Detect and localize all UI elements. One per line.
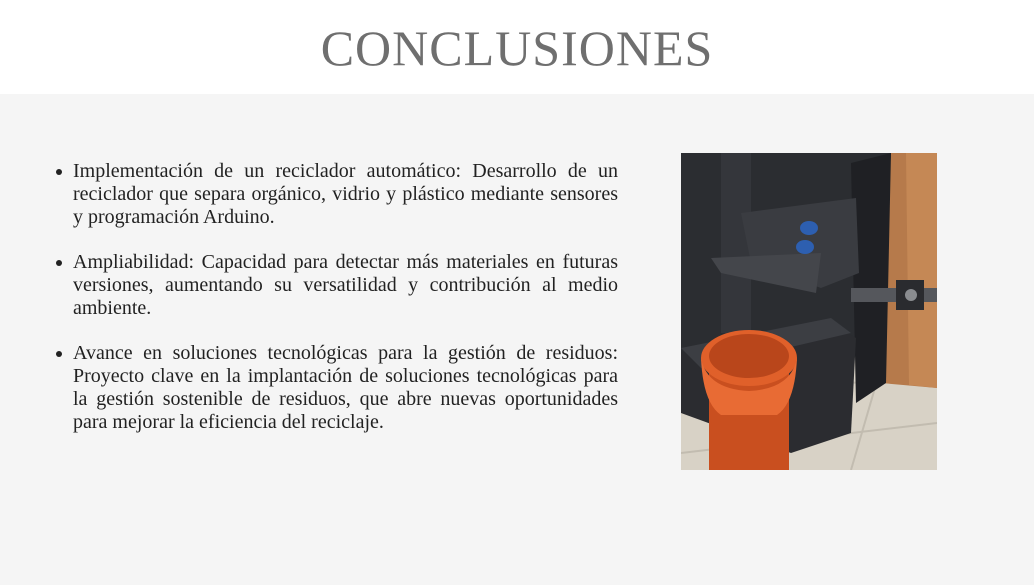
bullet-item xyxy=(52,251,618,320)
bullet-dot-icon xyxy=(56,169,62,175)
conclusions-list xyxy=(52,160,618,456)
bullet-text: Implementación de un reciclador automático: Desarrollo de un reciclador que separa orgánico, vidrio y plástico mediante sensores y programación Arduino. xyxy=(73,160,618,228)
recycler-photo xyxy=(681,153,937,470)
bullet-text: Ampliabilidad: Capacidad para detectar más materiales en futuras versiones, aumentando su versatilidad y contribución al medio ambiente. xyxy=(73,251,618,319)
bullet-item xyxy=(52,160,618,229)
bullet-item xyxy=(52,342,618,434)
slide-title: CONCLUSIONES xyxy=(320,20,714,76)
bullet-text: Avance en soluciones tecnológicas para la gestión de residuos: Proyecto clave en la implantación de soluciones tecnológicas para la gestión sostenible de residuos, que abre nuevas oportunidades para mejorar la eficiencia del reciclaje. xyxy=(73,342,618,433)
bullet-dot-icon xyxy=(56,260,62,266)
bullet-dot-icon xyxy=(56,351,62,357)
